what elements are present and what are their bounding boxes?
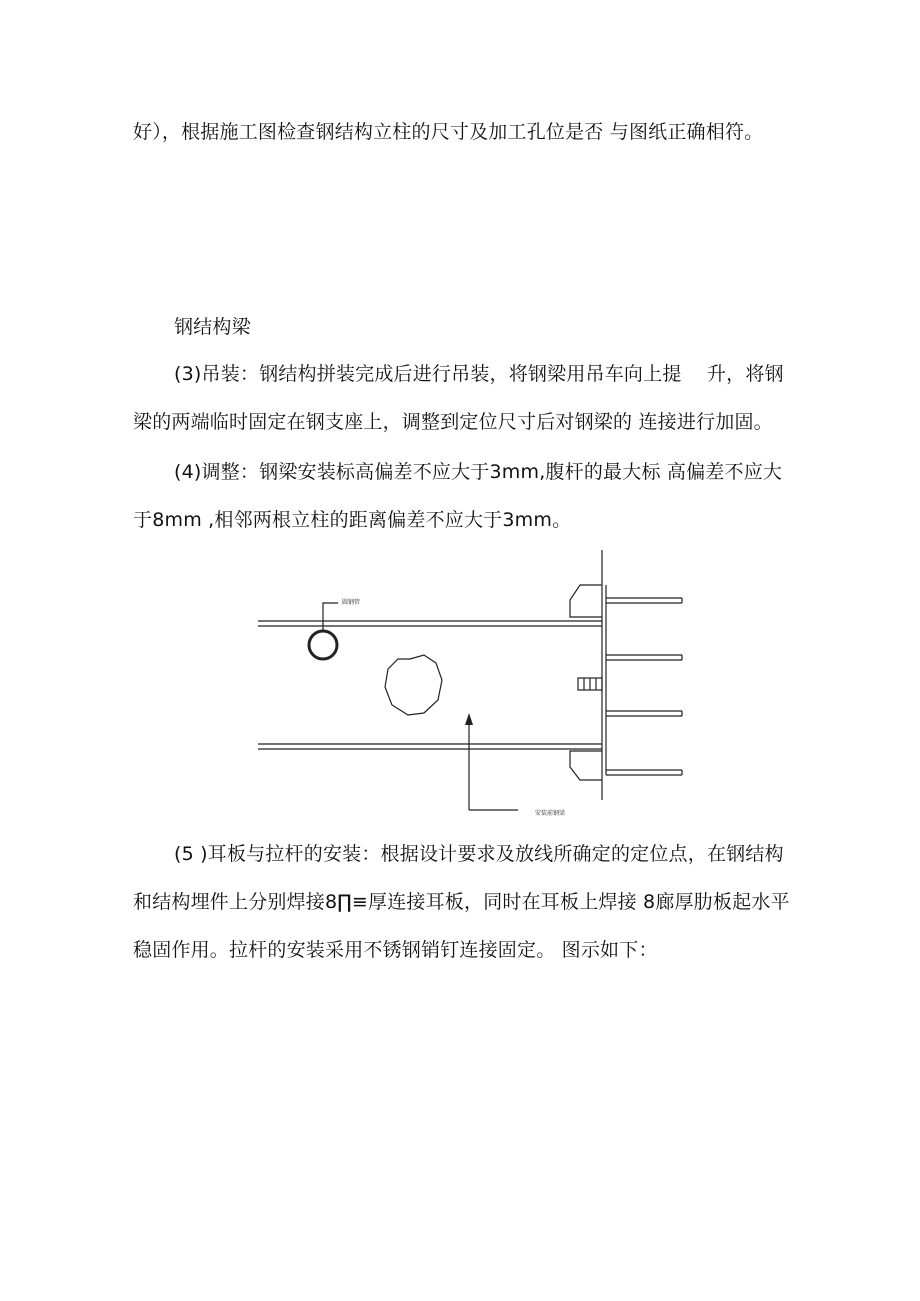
paragraph-line: (5 )耳板与拉杆的安装：根据设计要求及放线所确定的定位点，在钢结构 — [174, 843, 784, 865]
paragraph-line: 和结构埋件上分别焊接8∏≡厚连接耳板，同时在耳板上焊接 8廊厚肋板起水平 — [133, 891, 790, 913]
paragraph-line: (4)调整：钢梁安装标高偏差不应大于3mm,腹杆的最大标 高偏差不应大 — [174, 461, 783, 483]
section-heading: 钢结构梁 — [174, 316, 251, 338]
paragraph-line: 于8mm ,相邻两根立柱的距离偏差不应大于3mm。 — [133, 509, 572, 531]
beam-label: 安装前钢梁 — [535, 810, 566, 817]
paragraph-line: 稳固作用。拉杆的安装采用不锈钢销钉连接固定。 图示如下： — [133, 939, 658, 961]
paragraph-line: 梁的两端临时固定在钢支座上，调整到定位尺寸后对钢梁的 连接进行加固。 — [133, 411, 773, 433]
paragraph-line: 好），根据施工图检查钢结构立柱的尺寸及加工孔位是否 与图纸正确相符。 — [133, 121, 764, 143]
beam-connection-diagram — [250, 545, 690, 830]
paragraph-line: (3)吊装：钢结构拼装完成后进行吊装，将钢梁用吊车向上提 升，将钢 — [174, 363, 784, 385]
pipe-label: 圆钢管 — [342, 599, 361, 606]
